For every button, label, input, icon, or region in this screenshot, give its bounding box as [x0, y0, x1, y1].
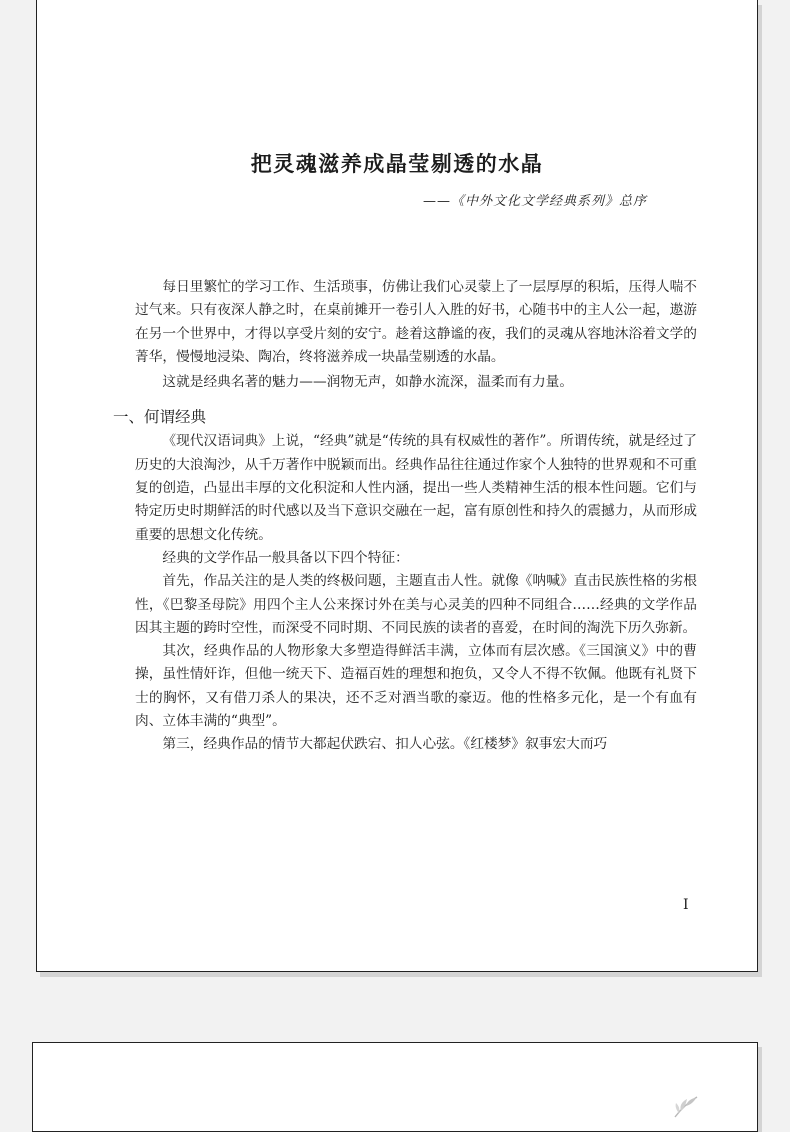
- paragraph: 第三，经典作品的情节大都起伏跌宕、扣人心弦。《红楼梦》叙事宏大而巧: [162, 736, 608, 753]
- page-title: 把灵魂滋养成晶莹剔透的水晶: [250, 151, 544, 176]
- section-heading: 一、何谓经典: [113, 408, 207, 427]
- paragraph: 《现代汉语词典》上说，“经典”就是“传统的具有权威性的著作”。所谓传统，就是经过了历史的大浪淘沙，从千万著作中脱颖而出。经典作品往往通过作家个人独特的世界观和不可重复的创造，凸显出丰厚的文化积淀和人性内涵，提出一些人类精神生活的根本性问题。它们与特定历史时期鲜活的时代感以及当下意识交融在一起，富有原创性和持久的震撼力，从而形成重要的思想文化传统。: [135, 433, 697, 543]
- paragraph: 首先，作品关注的是人类的终极问题，主题直击人性。就像《呐喊》直击民族性格的劣根性，《巴黎圣母院》用四个主人公来探讨外在美与心灵美的四种不同组合……经典的文学作品因其主题的跨时空性，而深受不同时期、不同民族的读者的喜爱，在时间的淘洗下历久弥新。: [135, 573, 697, 636]
- page-number: I: [683, 897, 689, 913]
- body-text: [113, 276, 697, 757]
- book-page: [36, 0, 758, 972]
- page-subtitle: ——《中外文化文学经典系列》总序: [422, 194, 647, 209]
- paragraph: 这就是经典名著的魅力——润物无声，如静水流深，温柔而有力量。: [162, 374, 574, 391]
- paragraph: 每日里繁忙的学习工作、生活琐事，仿佛让我们心灵蒙上了一层厚厚的积垢，压得人喘不过气来。只有夜深人静之时，在桌前摊开一卷引人入胜的好书，心随书中的主人公一起，遨游在另一个世界中，才得以享受片刻的安宁。趁着这静谧的夜，我们的灵魂从容地沐浴着文学的菁华，慢慢地浸染、陶冶，终将滋养成一块晶莹剔透的水晶。: [135, 279, 697, 365]
- paragraph: 其次，经典作品的人物形象大多塑造得鲜活丰满，立体而有层次感。《三国演义》中的曹操，虽性情奸诈，但他一统天下、造福百姓的理想和抱负，又令人不得不钦佩。他既有礼贤下士的胸怀，又有借刀杀人的果决，还不乏对酒当歌的豪迈。他的性格多元化，是一个有血有肉、立体丰满的“典型”。: [135, 643, 697, 730]
- paragraph: 经典的文学作品一般具备以下四个特征：: [162, 549, 409, 566]
- leaf-icon: [671, 1095, 701, 1119]
- next-book-page: [32, 1042, 758, 1132]
